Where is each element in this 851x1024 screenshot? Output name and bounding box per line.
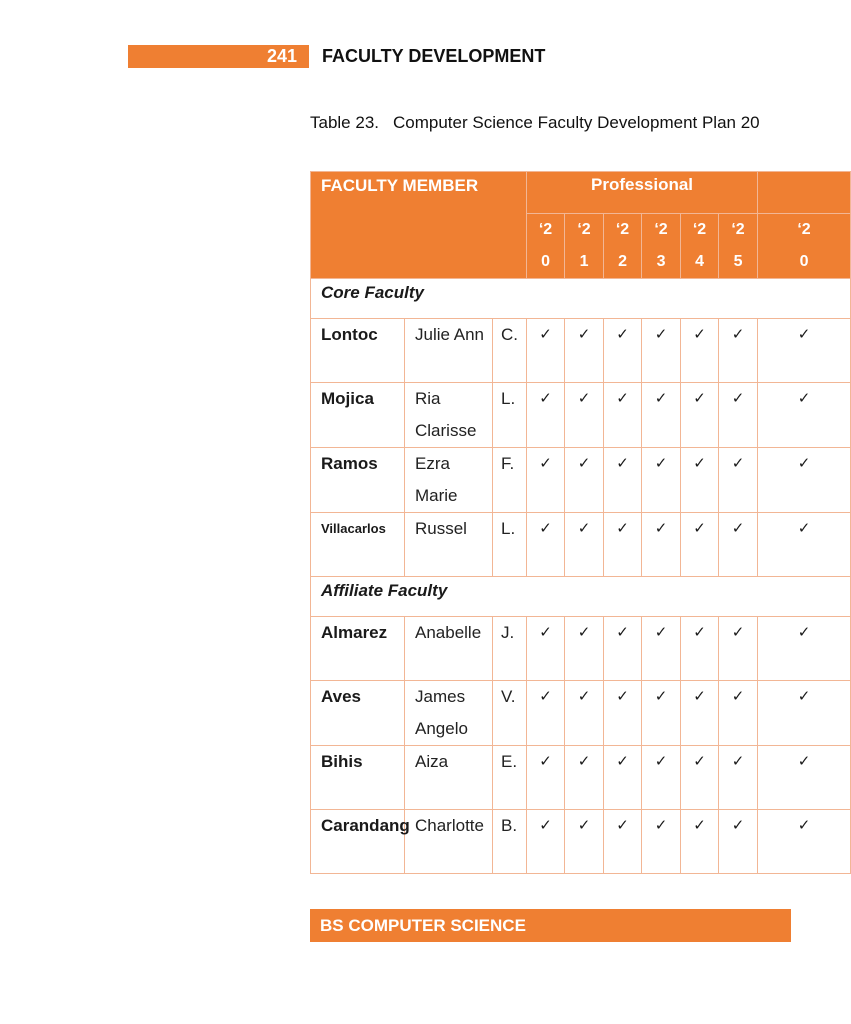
- check-mark-icon: ✓: [719, 513, 758, 577]
- check-mark-icon: ✓: [527, 681, 565, 746]
- last-name: Villacarlos: [311, 513, 405, 577]
- year-header-bottom: 5: [733, 253, 743, 270]
- year-header-bottom: 1: [579, 253, 589, 270]
- last-name: Aves: [311, 681, 405, 746]
- check-mark-icon: ✓: [719, 448, 758, 513]
- check-mark-icon: ✓: [758, 513, 851, 577]
- check-mark-icon: ✓: [719, 746, 758, 810]
- middle-initial: F.: [493, 448, 527, 513]
- year-header-top: ‘2: [615, 221, 630, 238]
- check-mark-icon: ✓: [758, 746, 851, 810]
- check-mark-icon: ✓: [719, 319, 758, 383]
- professional-header: Professional: [527, 172, 758, 214]
- faculty-row: [311, 681, 851, 746]
- year-header-bottom: 0: [799, 253, 809, 270]
- middle-initial: C.: [493, 319, 527, 383]
- check-mark-icon: ✓: [719, 617, 758, 681]
- year-header: [604, 214, 642, 279]
- check-mark-icon: ✓: [642, 617, 681, 681]
- check-mark-icon: ✓: [565, 810, 604, 874]
- year-header-bottom: 0: [541, 253, 550, 270]
- first-name: Ria Clarisse: [405, 383, 493, 448]
- check-mark-icon: ✓: [604, 810, 642, 874]
- check-mark-icon: ✓: [527, 746, 565, 810]
- last-name: Lontoc: [311, 319, 405, 383]
- section-heading: Core Faculty: [311, 279, 851, 319]
- check-mark-icon: ✓: [604, 319, 642, 383]
- check-mark-icon: ✓: [604, 617, 642, 681]
- check-mark-icon: ✓: [642, 383, 681, 448]
- year-header: [719, 214, 758, 279]
- check-mark-icon: ✓: [604, 681, 642, 746]
- check-mark-icon: ✓: [527, 513, 565, 577]
- last-name: Mojica: [311, 383, 405, 448]
- section-heading: Affiliate Faculty: [311, 577, 851, 617]
- middle-initial: B.: [493, 810, 527, 874]
- check-mark-icon: ✓: [565, 448, 604, 513]
- first-name: James Angelo: [405, 681, 493, 746]
- caption-text: Computer Science Faculty Development Plan 20: [393, 113, 760, 132]
- check-mark-icon: ✓: [681, 617, 719, 681]
- check-mark-icon: ✓: [642, 513, 681, 577]
- check-mark-icon: ✓: [681, 746, 719, 810]
- year-header-bottom: 4: [695, 253, 704, 270]
- check-mark-icon: ✓: [565, 617, 604, 681]
- year-header: [758, 214, 851, 279]
- check-mark-icon: ✓: [604, 448, 642, 513]
- year-header-top: ‘2: [797, 221, 811, 238]
- check-mark-icon: ✓: [527, 617, 565, 681]
- footer-band: [310, 909, 791, 942]
- middle-initial: J.: [493, 617, 527, 681]
- middle-initial: E.: [493, 746, 527, 810]
- check-mark-icon: ✓: [719, 383, 758, 448]
- footer-label: BS COMPUTER SCIENCE: [320, 916, 526, 935]
- last-name: Ramos: [311, 448, 405, 513]
- faculty-row: [311, 810, 851, 874]
- page-number: 241: [266, 46, 297, 66]
- check-mark-icon: ✓: [565, 319, 604, 383]
- check-mark-icon: ✓: [758, 448, 851, 513]
- page-number-band: [128, 45, 309, 68]
- check-mark-icon: ✓: [527, 383, 565, 448]
- year-header-top: ‘2: [731, 221, 745, 238]
- year-header-top: ‘2: [538, 221, 553, 238]
- year-header: [527, 214, 565, 279]
- check-mark-icon: ✓: [681, 681, 719, 746]
- caption-number: Table 23.: [310, 113, 379, 132]
- first-name: Aiza: [405, 746, 493, 810]
- faculty-row: [311, 319, 851, 383]
- check-mark-icon: ✓: [642, 810, 681, 874]
- check-mark-icon: ✓: [604, 513, 642, 577]
- faculty-row: [311, 383, 851, 448]
- last-name: Bihis: [311, 746, 405, 810]
- year-header-top: ‘2: [692, 221, 707, 238]
- check-mark-icon: ✓: [719, 810, 758, 874]
- check-mark-icon: ✓: [681, 810, 719, 874]
- table-caption: [310, 113, 760, 133]
- check-mark-icon: ✓: [527, 319, 565, 383]
- year-header: [565, 214, 604, 279]
- last-name: Almarez: [311, 617, 405, 681]
- check-mark-icon: ✓: [758, 383, 851, 448]
- year-header: [681, 214, 719, 279]
- year-header: [642, 214, 681, 279]
- check-mark-icon: ✓: [604, 746, 642, 810]
- check-mark-icon: ✓: [681, 513, 719, 577]
- middle-initial: L.: [493, 513, 527, 577]
- year-header-bottom: 3: [656, 253, 666, 270]
- year-header-bottom: 2: [618, 253, 627, 270]
- check-mark-icon: ✓: [565, 746, 604, 810]
- check-mark-icon: ✓: [681, 448, 719, 513]
- middle-initial: V.: [493, 681, 527, 746]
- check-mark-icon: ✓: [565, 383, 604, 448]
- next-group-header: [758, 172, 851, 214]
- middle-initial: L.: [493, 383, 527, 448]
- first-name: Julie Ann: [405, 319, 493, 383]
- first-name: Charlotte: [405, 810, 493, 874]
- check-mark-icon: ✓: [565, 681, 604, 746]
- check-mark-icon: ✓: [565, 513, 604, 577]
- check-mark-icon: ✓: [758, 319, 851, 383]
- check-mark-icon: ✓: [681, 319, 719, 383]
- check-mark-icon: ✓: [681, 383, 719, 448]
- first-name: Ezra Marie: [405, 448, 493, 513]
- check-mark-icon: ✓: [604, 383, 642, 448]
- first-name: Russel: [405, 513, 493, 577]
- faculty-row: [311, 513, 851, 577]
- section-title: FACULTY DEVELOPMENT: [322, 46, 546, 66]
- check-mark-icon: ✓: [527, 448, 565, 513]
- year-header-top: ‘2: [577, 221, 591, 238]
- first-name: Anabelle: [405, 617, 493, 681]
- year-header-top: ‘2: [654, 221, 668, 238]
- faculty-development-table: [310, 171, 851, 874]
- faculty-member-header: FACULTY MEMBER: [311, 172, 527, 279]
- faculty-row: [311, 746, 851, 810]
- check-mark-icon: ✓: [642, 681, 681, 746]
- check-mark-icon: ✓: [719, 681, 758, 746]
- check-mark-icon: ✓: [642, 746, 681, 810]
- faculty-row: [311, 617, 851, 681]
- check-mark-icon: ✓: [758, 617, 851, 681]
- check-mark-icon: ✓: [642, 448, 681, 513]
- check-mark-icon: ✓: [758, 681, 851, 746]
- check-mark-icon: ✓: [758, 810, 851, 874]
- last-name: Carandang: [311, 810, 405, 874]
- check-mark-icon: ✓: [527, 810, 565, 874]
- check-mark-icon: ✓: [642, 319, 681, 383]
- faculty-row: [311, 448, 851, 513]
